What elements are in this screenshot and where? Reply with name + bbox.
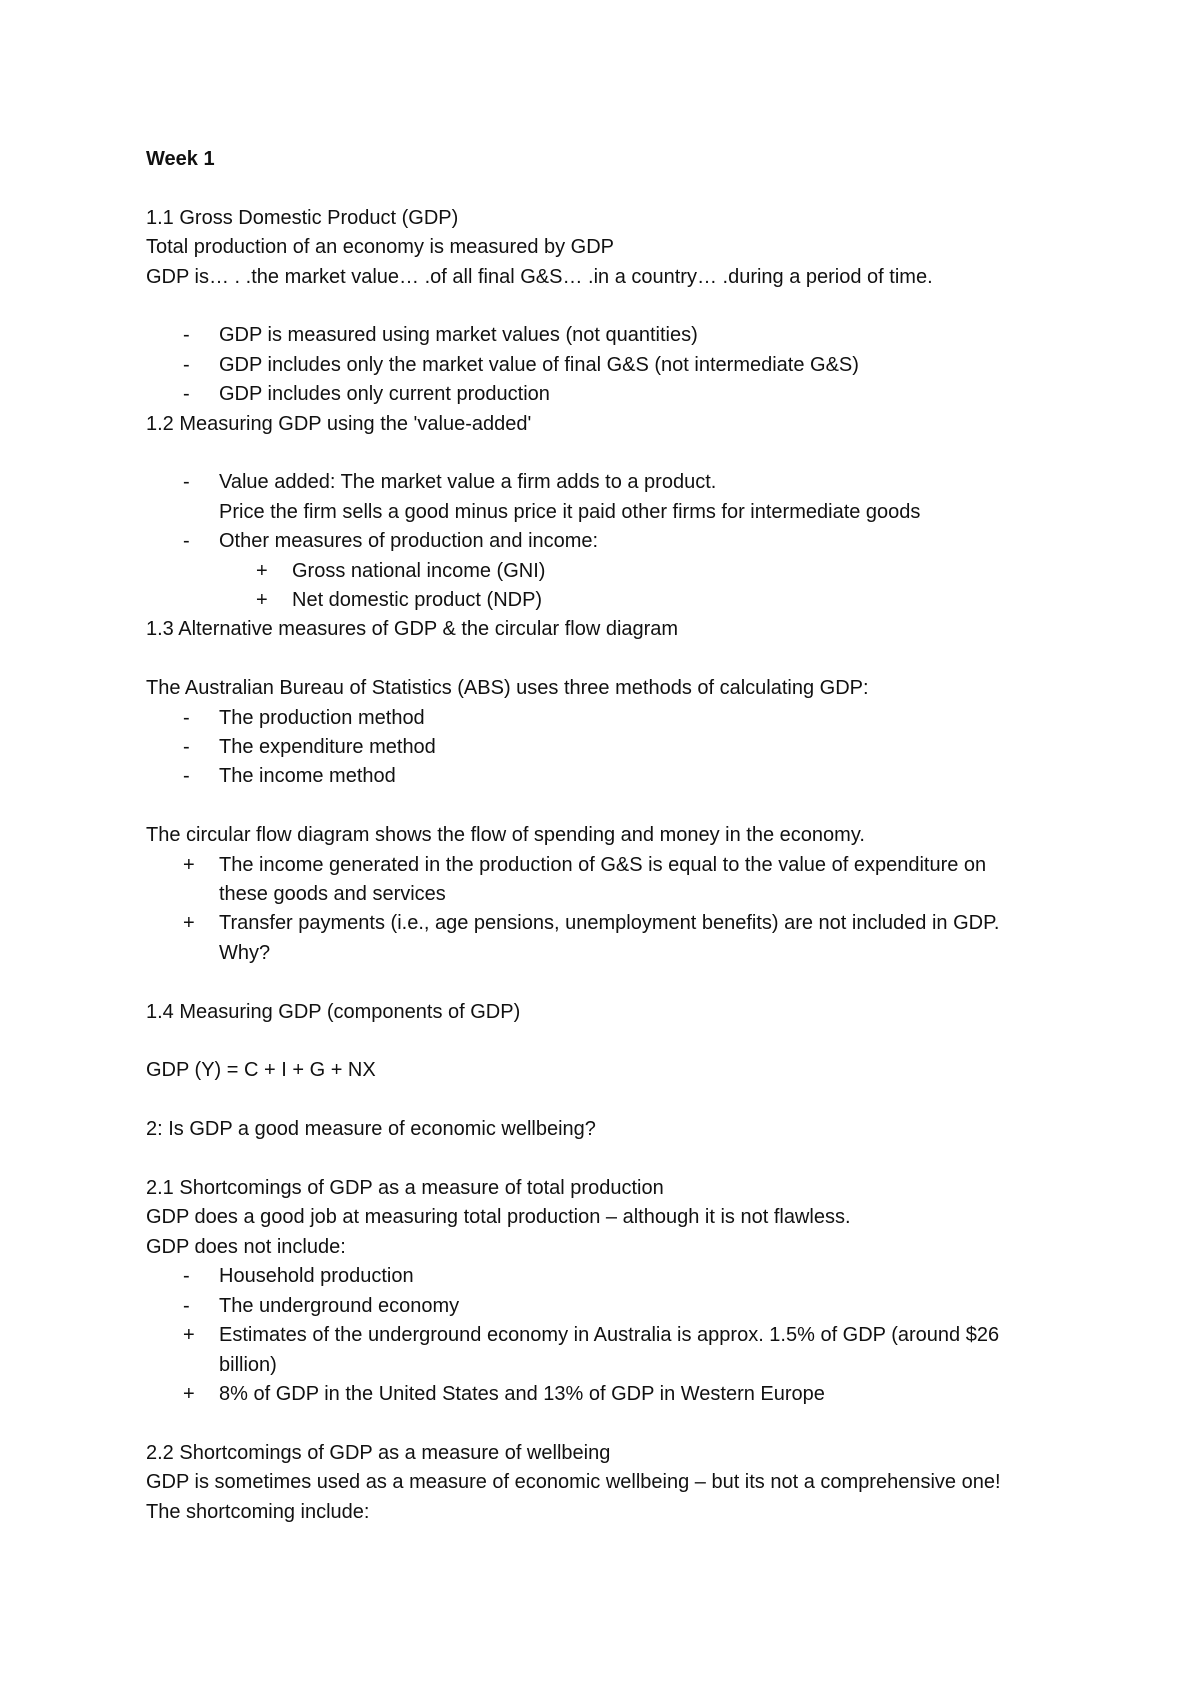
bullet-marker: -	[183, 324, 190, 347]
list-item-text: Other measures of production and income:	[219, 530, 599, 553]
list-item-text: Transfer payments (i.e., age pensions, unemployment benefits) are not included in GDP. Why?	[219, 912, 1000, 964]
list-item	[146, 733, 1076, 762]
list-item	[146, 851, 1076, 910]
section-heading-1-3: 1.3 Alternative measures of GDP & the circular flow diagram	[146, 618, 679, 641]
bullet-marker: -	[183, 736, 190, 759]
list-item	[146, 321, 1076, 350]
list-item-text: Estimates of the underground economy in Australia is approx. 1.5% of GDP (around $26 billion)	[219, 1324, 1000, 1376]
bullet-marker: -	[183, 353, 190, 376]
list-item-text: The expenditure method	[219, 736, 436, 759]
spacer	[146, 1409, 1076, 1438]
list-item-text: GDP includes only current production	[219, 383, 550, 406]
list-item-text: The income method	[219, 765, 396, 788]
bullet-marker: +	[256, 589, 268, 612]
list-item	[146, 468, 1076, 497]
list-item	[146, 704, 1076, 733]
list-item-text: 8% of GDP in the United States and 13% of GDP in Western Europe	[219, 1382, 825, 1405]
list-item	[146, 762, 1076, 791]
section-heading-2: 2: Is GDP a good measure of economic wellbeing?	[146, 1118, 596, 1141]
bullet-marker: -	[183, 1265, 190, 1288]
list-item-text: The underground economy	[219, 1294, 460, 1317]
section-heading-2-1: 2.1 Shortcomings of GDP as a measure of total production	[146, 1177, 664, 1200]
paragraph-line: GDP is… . .the market value… .of all final G&S… .in a country… .during a period of time.	[146, 265, 933, 288]
bullet-marker: -	[183, 706, 190, 729]
list-item-text: GDP includes only the market value of final G&S (not intermediate G&S)	[219, 353, 859, 376]
bullet-marker: -	[183, 383, 190, 406]
section-heading-1-1: 1.1 Gross Domestic Product (GDP)	[146, 206, 459, 229]
section-heading-2-2: 2.2 Shortcomings of GDP as a measure of wellbeing	[146, 1441, 611, 1464]
spacer	[146, 792, 1076, 821]
section-heading-1-2: 1.2 Measuring GDP using the 'value-added'	[146, 412, 532, 435]
bullet-marker: -	[183, 765, 190, 788]
bullet-marker: -	[183, 1294, 190, 1317]
list-item-text: Gross national income (GNI)	[292, 559, 546, 582]
sub-list-item	[146, 557, 1076, 586]
list-item-text: Value added: The market value a firm adds to a product.	[219, 471, 717, 494]
paragraph-line: GDP does not include:	[146, 1235, 346, 1258]
bullet-marker: +	[183, 1382, 195, 1405]
section-heading-1-4: 1.4 Measuring GDP (components of GDP)	[146, 1000, 521, 1023]
paragraph-line: The shortcoming include:	[146, 1500, 370, 1523]
list-item-continuation: Price the firm sells a good minus price it paid other firms for intermediate goods	[219, 500, 921, 523]
paragraph-line: Total production of an economy is measured by GDP	[146, 236, 615, 259]
spacer	[146, 439, 1076, 468]
list-item	[146, 1292, 1076, 1321]
list-item-text: The production method	[219, 706, 425, 729]
page-title: Week 1	[146, 148, 215, 170]
paragraph-line: GDP does a good job at measuring total production – although it is not flawless.	[146, 1206, 851, 1229]
paragraph-line: The circular flow diagram shows the flow of spending and money in the economy.	[146, 824, 865, 847]
bullet-marker: +	[183, 1324, 195, 1347]
spacer	[146, 1145, 1076, 1174]
bullet-marker: +	[256, 559, 268, 582]
bullet-marker: +	[183, 853, 195, 876]
list-item	[146, 1262, 1076, 1291]
spacer	[146, 1027, 1076, 1056]
document-body	[146, 145, 1076, 1527]
bullet-marker: +	[183, 912, 195, 935]
gdp-formula: GDP (Y) = C + I + G + NX	[146, 1059, 376, 1082]
paragraph-line: The Australian Bureau of Statistics (ABS) uses three methods of calculating GDP:	[146, 677, 869, 700]
spacer	[146, 1086, 1076, 1115]
spacer	[146, 174, 1076, 203]
list-item-text: Net domestic product (NDP)	[292, 589, 543, 612]
list-item-text: GDP is measured using market values (not quantities)	[219, 324, 698, 347]
bullet-marker: -	[183, 471, 190, 494]
list-item	[146, 380, 1076, 409]
list-item-text: Household production	[219, 1265, 414, 1288]
list-item	[146, 909, 1076, 968]
list-item-text: The income generated in the production of G&S is equal to the value of expenditure on these goods and services	[219, 853, 987, 906]
list-item	[146, 1380, 1076, 1409]
list-item	[146, 527, 1076, 556]
paragraph-line: GDP is sometimes used as a measure of economic wellbeing – but its not a comprehensive one!	[146, 1471, 1001, 1494]
list-item	[146, 351, 1076, 380]
spacer	[146, 968, 1076, 997]
list-item	[146, 1321, 1076, 1380]
sub-list-item	[146, 586, 1076, 615]
bullet-marker: -	[183, 530, 190, 553]
spacer	[146, 645, 1076, 674]
spacer	[146, 292, 1076, 321]
